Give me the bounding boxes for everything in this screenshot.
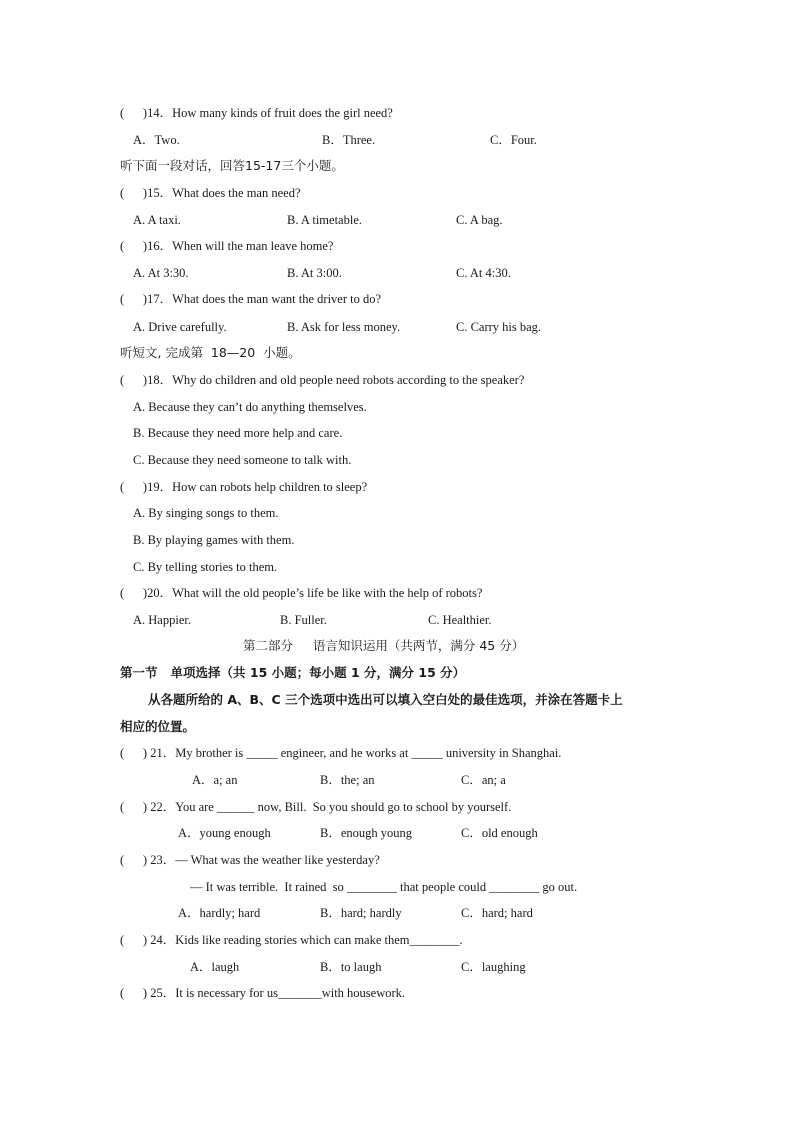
q16-stem: ( )16．When will the man leave home? [120, 239, 334, 253]
q16-option-b: B. At 3:00. [287, 266, 342, 280]
section-15-17-heading: 听下面一段对话，回答15-17三个小题。 [120, 158, 344, 173]
q14-option-b: B．Three. [322, 133, 376, 147]
q19-option-c: C. By telling stories to them. [133, 560, 278, 574]
q15-option-c: C. A bag. [456, 213, 503, 227]
q14-option-a: A．Two. [133, 133, 180, 147]
q23-option-c: C．hard; hard [461, 906, 533, 920]
q25-stem: ( ) 25．It is necessary for us_______with housework. [120, 986, 406, 1000]
q15-option-a: A. A taxi. [133, 213, 181, 227]
q17-option-c: C. Carry his bag. [456, 320, 542, 334]
q23-option-b: B．hard; hardly [320, 906, 402, 920]
q21-option-c: C．an; a [461, 773, 506, 787]
q15-stem: ( )15．What does the man need? [120, 186, 301, 200]
q23-stem: ( ) 23．— What was the weather like yesterday? [120, 853, 380, 867]
q17-option-b: B. Ask for less money. [287, 320, 401, 334]
q24-stem: ( ) 24．Kids like reading stories which can make them________. [120, 933, 463, 947]
section1-title: 第一节 单项选择（共 15 小题；每小题 1 分，满分 15 分） [120, 665, 466, 680]
q15-option-b: B. A timetable. [287, 213, 362, 227]
q19-stem: ( )19．How can robots help children to sleep? [120, 480, 368, 494]
q22-stem: ( ) 22．You are ______ now, Bill. So you should go to school by yourself. [120, 800, 512, 814]
q18-stem: ( )18．Why do children and old people need robots according to the speaker? [120, 373, 525, 387]
q18-option-a: A. Because they can’t do anything themselves. [133, 400, 367, 414]
instruction-line2: 相应的位置。 [120, 719, 196, 734]
part2-title: 第二部分 语言知识运用（共两节，满分 45 分） [243, 638, 525, 653]
q14-option-c: C．Four. [490, 133, 537, 147]
q16-option-c: C. At 4:30. [456, 266, 511, 280]
q21-stem: ( ) 21．My brother is _____ engineer, and he works at _____ university in Shanghai. [120, 746, 562, 760]
q20-stem: ( )20．What will the old people’s life be like with the help of robots? [120, 586, 483, 600]
q18-option-c: C. Because they need someone to talk with. [133, 453, 352, 467]
q22-option-b: B．enough young [320, 826, 413, 840]
q22-option-a: A．young enough [178, 826, 271, 840]
q23-option-a: A．hardly; hard [178, 906, 261, 920]
q18-option-b: B. Because they need more help and care. [133, 426, 343, 440]
q19-option-b: B. By playing games with them. [133, 533, 295, 547]
instruction-line1: 从各题所给的 A、B、C 三个选项中选出可以填入空白处的最佳选项，并涂在答题卡上 [148, 692, 623, 707]
q14-stem: ( )14．How many kinds of fruit does the girl need? [120, 106, 393, 120]
q17-stem: ( )17．What does the man want the driver to do? [120, 292, 382, 306]
q17-option-a: A. Drive carefully. [133, 320, 227, 334]
q19-option-a: A. By singing songs to them. [133, 506, 279, 520]
q20-option-a: A. Happier. [133, 613, 191, 627]
q20-option-b: B. Fuller. [280, 613, 327, 627]
q20-option-c: C. Healthier. [428, 613, 492, 627]
q23-stem-reply: — It was terrible. It rained so ________ that people could ________ go out. [190, 880, 578, 894]
q21-option-a: A．a; an [192, 773, 238, 787]
q22-option-c: C．old enough [461, 826, 538, 840]
q24-option-c: C．laughing [461, 960, 526, 974]
q24-option-b: B．to laugh [320, 960, 382, 974]
q21-option-b: B．the; an [320, 773, 375, 787]
q16-option-a: A. At 3:30. [133, 266, 189, 280]
section-18-20-heading: 听短文, 完成第 18—20 小题。 [120, 345, 301, 360]
q24-option-a: A．laugh [190, 960, 240, 974]
